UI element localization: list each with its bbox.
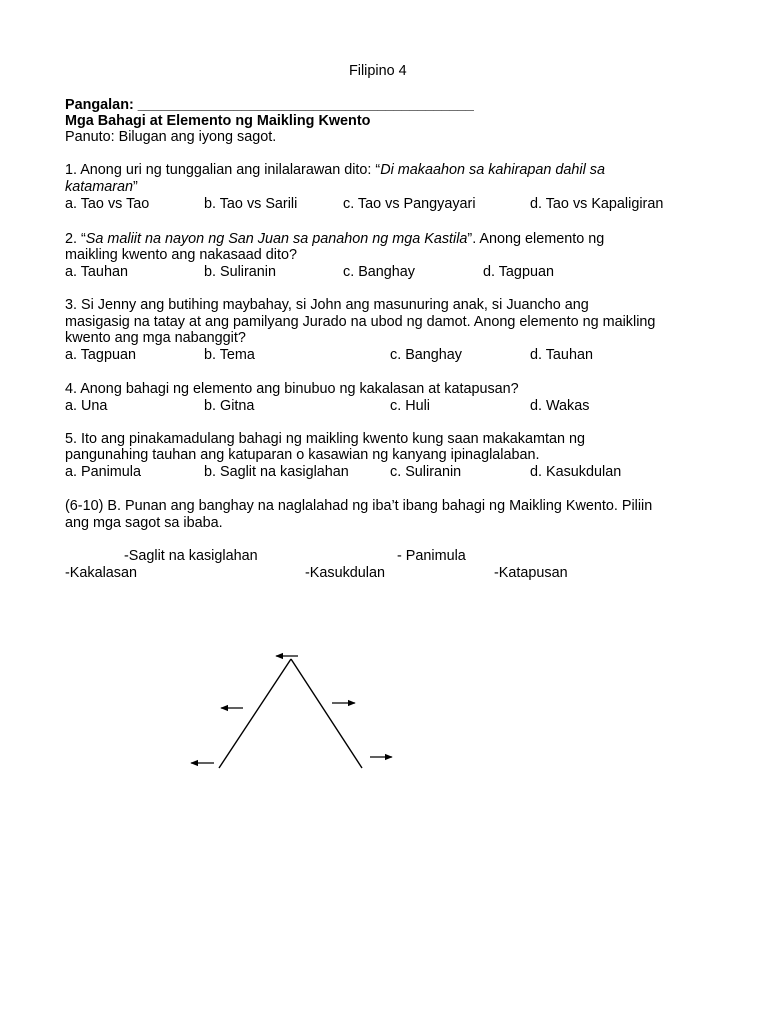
question-4-option-b[interactable]: b. Gitna [204,398,255,414]
question-4-option-d[interactable]: d. Wakas [530,398,590,414]
question-1-option-d[interactable]: d. Tao vs Kapaligiran [530,196,664,212]
question-3-line-1: 3. Si Jenny ang butihing maybahay, si John ang masunuring anak, si Juancho ang [65,297,589,313]
question-4-option-c[interactable]: c. Huli [390,398,430,414]
falling-action-line [291,659,362,768]
question-4-line-1: 4. Anong bahagi ng elemento ang binubuo ng kakalasan at katapusan? [65,381,519,397]
question-4-option-a[interactable]: a. Una [65,398,108,414]
choice-kakalasan: -Kakalasan [65,565,137,581]
question-3-option-b[interactable]: b. Tema [204,347,255,363]
name-label: Pangalan: [65,97,138,113]
question-1-quote: Di makaahon sa kahirapan dahil sa [380,162,606,178]
question-3-option-a[interactable]: a. Tagpuan [65,347,136,363]
question-5-line-1: 5. Ito ang pinakamadulang bahagi ng maikling kwento kung saan makakamtan ng [65,431,586,447]
question-5-option-b[interactable]: b. Saglit na kasiglahan [204,464,349,480]
question-1-lead: 1. Anong uri ng tunggalian ang inilalarawan dito: “ [65,162,381,178]
worksheet-subtitle: Mga Bahagi at Elemento ng Maikling Kwento [65,113,371,129]
choice-katapusan: -Katapusan [494,565,568,581]
part-b-instruction-line-2: ang mga sagot sa ibaba. [65,515,223,531]
question-5-option-d[interactable]: d. Kasukdulan [530,464,622,480]
choice-kasukdulan: -Kasukdulan [305,565,385,581]
document-title: Filipino 4 [349,63,407,79]
part-b-instruction-line-1: (6-10) B. Punan ang banghay na naglalahad ng iba’t ibang bahagi ng Maikling Kwento. Piliin [65,498,653,514]
question-2-option-c[interactable]: c. Banghay [343,264,416,280]
question-2-option-a[interactable]: a. Tauhan [65,264,128,280]
question-5-option-a[interactable]: a. Panimula [65,464,141,480]
question-1-option-c[interactable]: c. Tao vs Pangyayari [343,196,476,212]
question-3-line-3: kwento ang mga nabanggit? [65,330,246,346]
question-1-close-quote: ” [133,179,138,195]
question-2-prompt: ”. Anong elemento ng [467,231,605,247]
question-2-number: 2. “ [65,231,86,247]
question-3-option-c[interactable]: c. Banghay [390,347,463,363]
question-1-option-b[interactable]: b. Tao vs Sarili [204,196,298,212]
name-blank: __________________________________________ [137,97,474,113]
instructions: Panuto: Bilugan ang iyong sagot. [65,129,277,145]
question-1-quote-end: katamaran [65,179,133,195]
question-2-option-b[interactable]: b. Suliranin [204,264,276,280]
question-2-option-d[interactable]: d. Tagpuan [483,264,554,280]
choice-panimula: - Panimula [397,548,466,564]
question-3-line-2: masigasig na tatay at ang pamilyang Jurado na ubod ng damot. Anong elemento ng maikling [65,314,656,330]
question-2-line-2: maikling kwento ang nakasaad dito? [65,247,297,263]
question-1-option-a[interactable]: a. Tao vs Tao [65,196,150,212]
question-2-quote: Sa maliit na nayon ng San Juan sa panahon ng mga Kastila [85,231,468,247]
question-3-option-d[interactable]: d. Tauhan [530,347,593,363]
rising-action-line [219,659,291,768]
choice-saglit-na-kasiglahan: -Saglit na kasiglahan [124,548,258,564]
question-5-option-c[interactable]: c. Suliranin [390,464,462,480]
question-5-line-2: pangunahing tauhan ang katuparan o kasawian ng kanyang ipinaglalaban. [65,447,540,463]
